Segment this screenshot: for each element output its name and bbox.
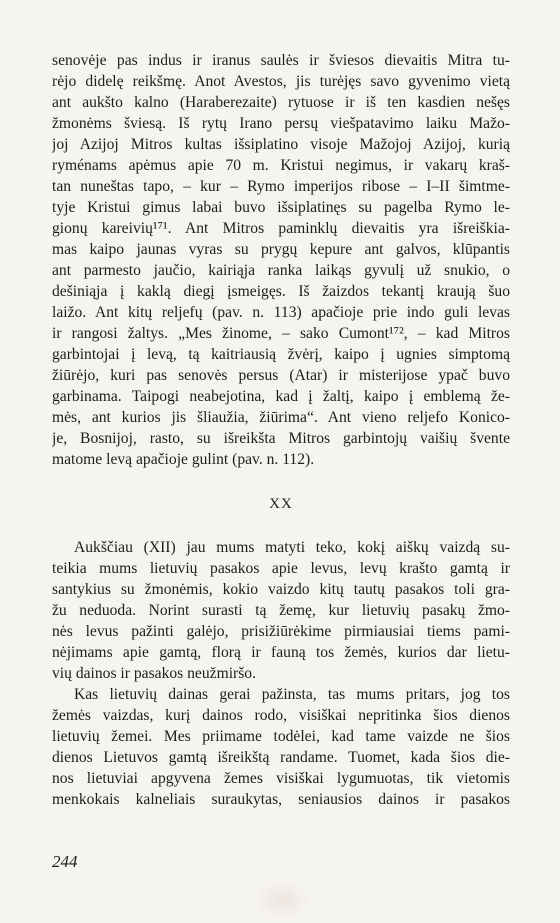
text-line: teikia mums lietuvių pasakos apie levus, levų krašto gamtą ir: [52, 560, 510, 577]
text-line: nos lietuviai apgyvena žemes visiškai lygumuotas, tik vietomis: [52, 770, 510, 787]
text-line: Kas lietuvių dainas gerai pažinsta, tas mums pritars, jog tos: [74, 686, 510, 703]
text-line: rėjo didelę reikšmę. Anot Avestos, jis turėjęs savo gyvenimo vietą: [52, 73, 510, 90]
text-line: ir rangosi žaltys. „Mes žinome, – sako Cumont¹⁷², – kad Mitros: [52, 325, 510, 342]
page-number: 244: [52, 852, 78, 871]
text-line: santykius su žmonėmis, kokio vaizdo kitų tautų pasakos toli gra-: [52, 581, 510, 598]
text-line: mas kaipo jaunas vyras su prygų kepure ant galvos, klūpantis: [52, 241, 510, 258]
text-line: tan nuneštas tapo, – kur – Rymo imperijos ribose – I–II šimtme-: [52, 178, 510, 195]
text-line: mės, ant kurios jis šliaužia, žiūrima“. Ant vieno reljefo Konico-: [52, 409, 510, 426]
paragraph-2: [52, 537, 510, 684]
text-line: garbintojai į levą, tą kaitriausią žvėrį, kaipo į ugnies simptomą: [52, 346, 510, 363]
text-line: žu neduoda. Norint surasti tą žemę, kur lietuvių pasakų žmo-: [52, 602, 510, 619]
text-line: garbinama. Taipogi neabejotina, kad į žaltį, kaipo į emblemą že-: [52, 388, 510, 405]
text-line: žemės vaizdas, kurį dainos rodo, visiškai nepritinka šios dienos: [52, 707, 510, 724]
text-line: žmonėms šviesą. Iš rytų Irano persų viešpatavimo laiku Mažo-: [52, 115, 510, 132]
paper-stain: [255, 880, 310, 920]
text-line: dienos Lietuvos gamtą išreikštą randame. Tuomet, kada šios die-: [52, 749, 510, 766]
text-line: menkokais kalneliais suraukytas, seniausios dainos ir pasakos: [52, 791, 510, 808]
text-line: matome levą apačioje gulint (pav. n. 112).: [52, 451, 315, 468]
text-line: ryménams apėmus apie 70 m. Kristui negimus, ir vakarų kraš-: [52, 157, 510, 174]
paragraph-1: [52, 50, 510, 470]
text-line: žiūrėjo, kuri pas senovės persus (Atar) ir misterijose ypač buvo: [52, 367, 510, 384]
text-line: dešiniąja į kaklą diegį įsmeigęs. Iš žaizdos tekantį kraują šuo: [52, 283, 510, 300]
text-line: ant aukšto kalno (Haraberezaite) rytuose ir iš ten kasdien nešęs: [52, 94, 510, 111]
text-line: Aukščiau (XII) jau mums matyti teko, kokį aiškų vaizdą su-: [74, 539, 510, 556]
text-line: tyje Kristui gimus labai buvo išsiplatinęs su pagelba Rymo le-: [52, 199, 510, 216]
text-line: nėjimams apie gamtą, florą ir fauną tos žemės, kurios dar lietu-: [52, 644, 510, 661]
text-line: gionų kareivių¹⁷¹. Ant Mitros paminklų dievaitis yra išreiškia-: [52, 220, 510, 237]
text-line: vių dainos ir pasakos neužmiršo.: [52, 665, 256, 682]
text-line: ant parmesto jaučio, kairiąja ranka laikąs gyvulį už snukio, o: [52, 262, 510, 279]
text-line: laižo. Ant kitų reljefų (pav. n. 113) apačioje prie indo guli levas: [52, 304, 510, 321]
text-line: nės levus pažinti galėjo, prisižiūrėkime pirmiausiai tiems pami-: [52, 623, 510, 640]
text-line: je, Bosnijoj, rasto, su išreikšta Mitros garbintojų vaišių švente: [52, 430, 510, 447]
text-line: lietuvių žemei. Mes priimame todėlei, kad tame vaizde ne šios: [52, 728, 510, 745]
text-line: joj Azijoj Mitros kultas išsiplatino visoje Mažojoj Azijoj, kurią: [52, 136, 510, 153]
text-line: senovėje pas indus ir iranus saulės ir šviesos dievaitis Mitra tu-: [52, 52, 510, 69]
page-text: [52, 50, 510, 810]
section-heading: XX: [269, 496, 293, 512]
paragraph-3: [52, 684, 510, 810]
